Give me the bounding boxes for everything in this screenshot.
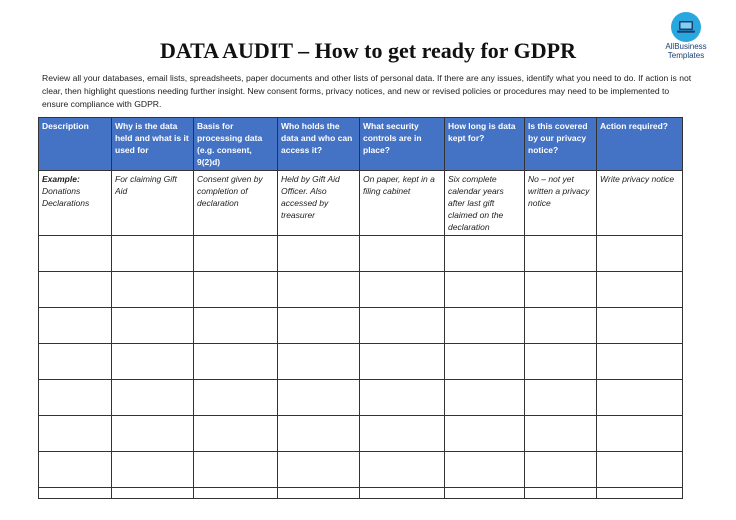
table-cell[interactable] bbox=[597, 308, 683, 344]
column-header: What security controls are in place? bbox=[360, 118, 445, 171]
table-cell[interactable] bbox=[278, 380, 360, 416]
table-cell[interactable] bbox=[194, 272, 278, 308]
table-cell[interactable] bbox=[445, 452, 525, 488]
table-cell[interactable] bbox=[360, 416, 445, 452]
table-cell[interactable] bbox=[39, 488, 112, 499]
data-audit-table bbox=[38, 117, 683, 499]
table-cell[interactable] bbox=[194, 344, 278, 380]
table-row bbox=[39, 272, 683, 308]
table-cell[interactable] bbox=[194, 416, 278, 452]
table-cell[interactable] bbox=[39, 344, 112, 380]
table-cell[interactable] bbox=[194, 380, 278, 416]
table-cell[interactable] bbox=[112, 236, 194, 272]
table-cell[interactable] bbox=[445, 272, 525, 308]
page-title: DATA AUDIT – How to get ready for GDPR bbox=[160, 38, 576, 63]
table-cell[interactable] bbox=[525, 488, 597, 499]
table-cell[interactable] bbox=[278, 272, 360, 308]
logo-text-line2: Templates bbox=[667, 51, 705, 60]
table-cell[interactable] bbox=[360, 380, 445, 416]
table-cell[interactable] bbox=[194, 308, 278, 344]
table-cell[interactable] bbox=[360, 488, 445, 499]
table-cell[interactable] bbox=[445, 344, 525, 380]
table-cell[interactable] bbox=[360, 344, 445, 380]
table-cell[interactable] bbox=[597, 380, 683, 416]
table-cell[interactable] bbox=[525, 272, 597, 308]
table-cell[interactable] bbox=[112, 344, 194, 380]
example-description: Donations Declarations bbox=[42, 186, 90, 208]
table-cell[interactable] bbox=[278, 308, 360, 344]
table-cell[interactable] bbox=[112, 272, 194, 308]
table-cell: For claiming Gift Aid bbox=[112, 171, 194, 236]
table-cell: On paper, kept in a filing cabinet bbox=[360, 171, 445, 236]
table-cell[interactable] bbox=[278, 452, 360, 488]
column-header: Action required? bbox=[597, 118, 683, 171]
table-cell: Held by Gift Aid Officer. Also accessed by treasurer bbox=[278, 171, 360, 236]
table-cell[interactable] bbox=[360, 236, 445, 272]
table-cell[interactable] bbox=[445, 308, 525, 344]
table-cell[interactable] bbox=[445, 488, 525, 499]
column-header: How long is data kept for? bbox=[445, 118, 525, 171]
table-cell[interactable] bbox=[597, 272, 683, 308]
table-cell[interactable] bbox=[445, 380, 525, 416]
table-header-row bbox=[39, 118, 683, 171]
table-cell[interactable] bbox=[39, 272, 112, 308]
table-cell[interactable] bbox=[525, 380, 597, 416]
table-cell[interactable] bbox=[525, 308, 597, 344]
table-cell: Write privacy notice bbox=[597, 171, 683, 236]
column-header: Who holds the data and who can access it? bbox=[278, 118, 360, 171]
allbusiness-templates-logo bbox=[655, 12, 717, 60]
table-cell[interactable] bbox=[112, 416, 194, 452]
table-cell[interactable] bbox=[112, 380, 194, 416]
table-cell[interactable] bbox=[597, 416, 683, 452]
table-row bbox=[39, 236, 683, 272]
table-cell[interactable] bbox=[360, 272, 445, 308]
table-cell[interactable] bbox=[597, 488, 683, 499]
table-cell[interactable] bbox=[39, 236, 112, 272]
table-cell[interactable] bbox=[112, 308, 194, 344]
table-row bbox=[39, 344, 683, 380]
table-cell[interactable] bbox=[39, 416, 112, 452]
column-header: Basis for processing data (e.g. consent, 9(2)d) bbox=[194, 118, 278, 171]
column-header: Why is the data held and what is it used for bbox=[112, 118, 194, 171]
table-cell[interactable] bbox=[112, 452, 194, 488]
table-cell[interactable] bbox=[525, 416, 597, 452]
table-cell[interactable] bbox=[278, 488, 360, 499]
laptop-icon bbox=[671, 12, 701, 42]
table-cell[interactable] bbox=[278, 344, 360, 380]
logo-text-line1: AllBusiness bbox=[665, 42, 707, 51]
table-cell[interactable] bbox=[39, 380, 112, 416]
table-cell[interactable] bbox=[194, 236, 278, 272]
table-cell: Six complete calendar years after last gift claimed on the declaration bbox=[445, 171, 525, 236]
table-row bbox=[39, 416, 683, 452]
example-row bbox=[39, 171, 683, 236]
intro-paragraph: Review all your databases, email lists, spreadsheets, paper documents and other lists of personal data. If there are any issues, identify what you need to do. If action is not clear, then highlight questions needing further insight. New consent forms, privacy notices, and new or revised policies or procedures may need to be implemented to ensure compliance with GDPR. bbox=[42, 73, 692, 109]
table-cell[interactable] bbox=[525, 344, 597, 380]
table-cell[interactable] bbox=[39, 452, 112, 488]
table-cell[interactable] bbox=[112, 488, 194, 499]
table-cell[interactable] bbox=[445, 236, 525, 272]
table-cell[interactable] bbox=[194, 488, 278, 499]
example-label: Example: bbox=[42, 174, 80, 184]
table-cell[interactable] bbox=[360, 452, 445, 488]
table-cell[interactable] bbox=[278, 416, 360, 452]
table-row bbox=[39, 452, 683, 488]
table-cell[interactable] bbox=[597, 236, 683, 272]
table-cell bbox=[39, 171, 112, 236]
table-cell: Consent given by completion of declaration bbox=[194, 171, 278, 236]
table-row bbox=[39, 488, 683, 499]
table-cell[interactable] bbox=[445, 416, 525, 452]
table-cell[interactable] bbox=[39, 308, 112, 344]
table-row bbox=[39, 380, 683, 416]
table-row bbox=[39, 308, 683, 344]
column-header: Description bbox=[39, 118, 112, 171]
table-cell[interactable] bbox=[525, 452, 597, 488]
table-cell: No – not yet written a privacy notice bbox=[525, 171, 597, 236]
table-cell[interactable] bbox=[278, 236, 360, 272]
table-cell[interactable] bbox=[525, 236, 597, 272]
table-cell[interactable] bbox=[194, 452, 278, 488]
column-header: Is this covered by our privacy notice? bbox=[525, 118, 597, 171]
table-cell[interactable] bbox=[360, 308, 445, 344]
table-cell[interactable] bbox=[597, 452, 683, 488]
table-cell[interactable] bbox=[597, 344, 683, 380]
